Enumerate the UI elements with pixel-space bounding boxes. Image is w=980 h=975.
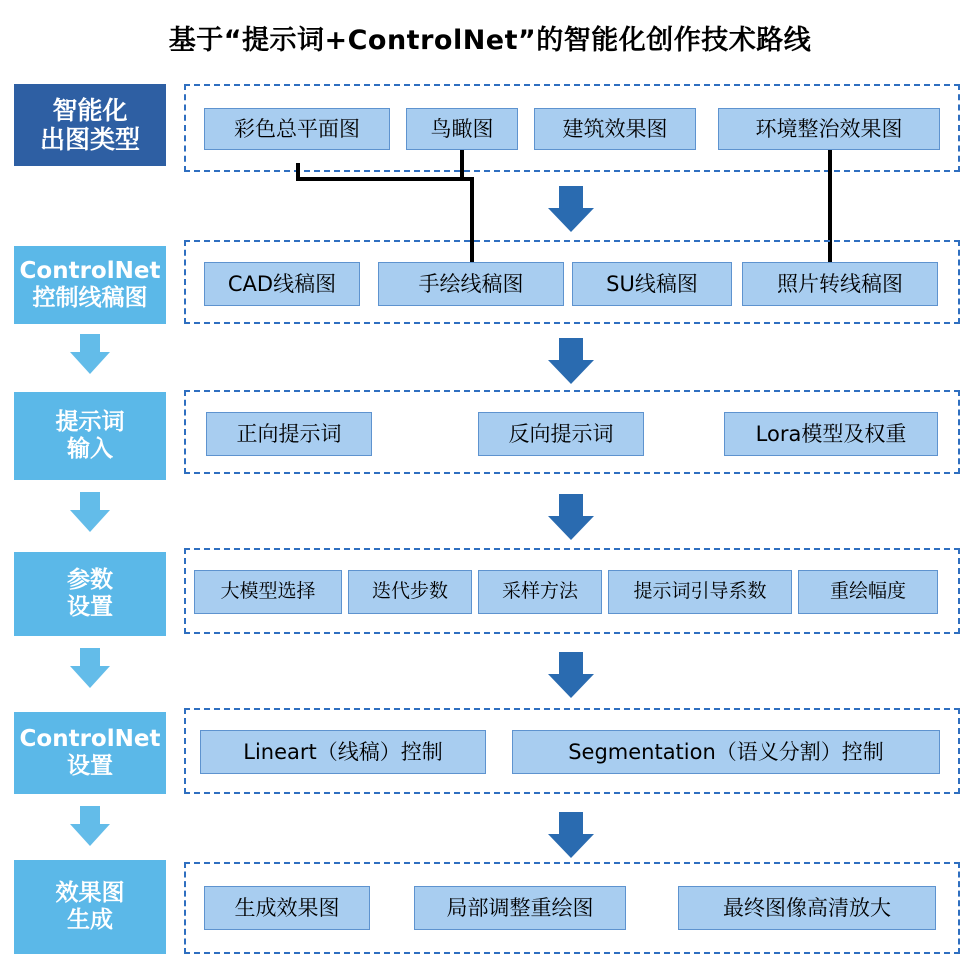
item-iteration-steps[interactable]: 迭代步数 [348, 570, 472, 614]
item-hand-drawn-lineart[interactable]: 手绘线稿图 [378, 262, 564, 306]
item-environment-render[interactable]: 环境整治效果图 [718, 108, 940, 150]
stage-label-line: 设置 [67, 594, 113, 620]
item-positive-prompt[interactable]: 正向提示词 [206, 412, 372, 456]
flow-arrow-down-icon [548, 186, 594, 232]
stage-arrow-down-icon [70, 806, 110, 846]
stage-label-output-type [14, 84, 166, 166]
connector-line [460, 150, 464, 181]
item-final-upscale[interactable]: 最终图像高清放大 [678, 886, 936, 930]
item-base-model-select[interactable]: 大模型选择 [194, 570, 342, 614]
stage-arrow-down-icon [70, 492, 110, 532]
item-negative-prompt[interactable]: 反向提示词 [478, 412, 644, 456]
flow-arrow-down-icon [548, 494, 594, 540]
stage-label-line: 出图类型 [39, 125, 140, 154]
stage-label-line: 设置 [67, 753, 113, 779]
stage-label-line: 效果图 [55, 879, 125, 906]
item-generate-render[interactable]: 生成效果图 [204, 886, 370, 930]
flow-arrow-down-icon [548, 652, 594, 698]
stage-arrow-down-icon [70, 648, 110, 688]
item-su-lineart[interactable]: SU线稿图 [572, 262, 732, 306]
stage-label-render-generation [14, 860, 166, 954]
stage-label-controlnet-lineart [14, 246, 166, 324]
item-color-site-plan[interactable]: 彩色总平面图 [204, 108, 390, 150]
stage-label-controlnet-setting [14, 712, 166, 794]
item-lora-model-weight[interactable]: Lora模型及权重 [724, 412, 938, 456]
flow-arrow-down-icon [548, 338, 594, 384]
item-sampling-method[interactable]: 采样方法 [478, 570, 602, 614]
stage-arrow-down-icon [70, 334, 110, 374]
stage-label-line: 参数 [67, 566, 113, 593]
stage-label-prompt-input [14, 392, 166, 480]
item-photo-to-lineart[interactable]: 照片转线稿图 [742, 262, 938, 306]
item-aerial-view[interactable]: 鸟瞰图 [406, 108, 518, 150]
page-title: 基于“提示词+ControlNet”的智能化创作技术路线 [168, 25, 812, 56]
stage-label-parameter-setting [14, 552, 166, 636]
stage-label-line: 智能化 [52, 95, 128, 125]
item-architecture-render[interactable]: 建筑效果图 [534, 108, 696, 150]
connector-line [296, 177, 474, 181]
stage-label-line: 输入 [67, 436, 113, 462]
item-denoising-strength[interactable]: 重绘幅度 [798, 570, 938, 614]
stage-label-line: 生成 [67, 907, 113, 933]
item-local-repaint[interactable]: 局部调整重绘图 [414, 886, 626, 930]
stage-label-line: ControlNet [19, 725, 161, 752]
stage-label-line: 提示词 [55, 408, 125, 435]
flow-arrow-down-icon [548, 812, 594, 858]
stage-label-line: ControlNet [19, 257, 161, 284]
item-lineart-control[interactable]: Lineart（线稿）控制 [200, 730, 486, 774]
item-cad-lineart[interactable]: CAD线稿图 [204, 262, 360, 306]
item-segmentation-control[interactable]: Segmentation（语义分割）控制 [512, 730, 940, 774]
stage-label-line: 控制线稿图 [32, 285, 148, 311]
item-cfg-scale[interactable]: 提示词引导系数 [608, 570, 792, 614]
